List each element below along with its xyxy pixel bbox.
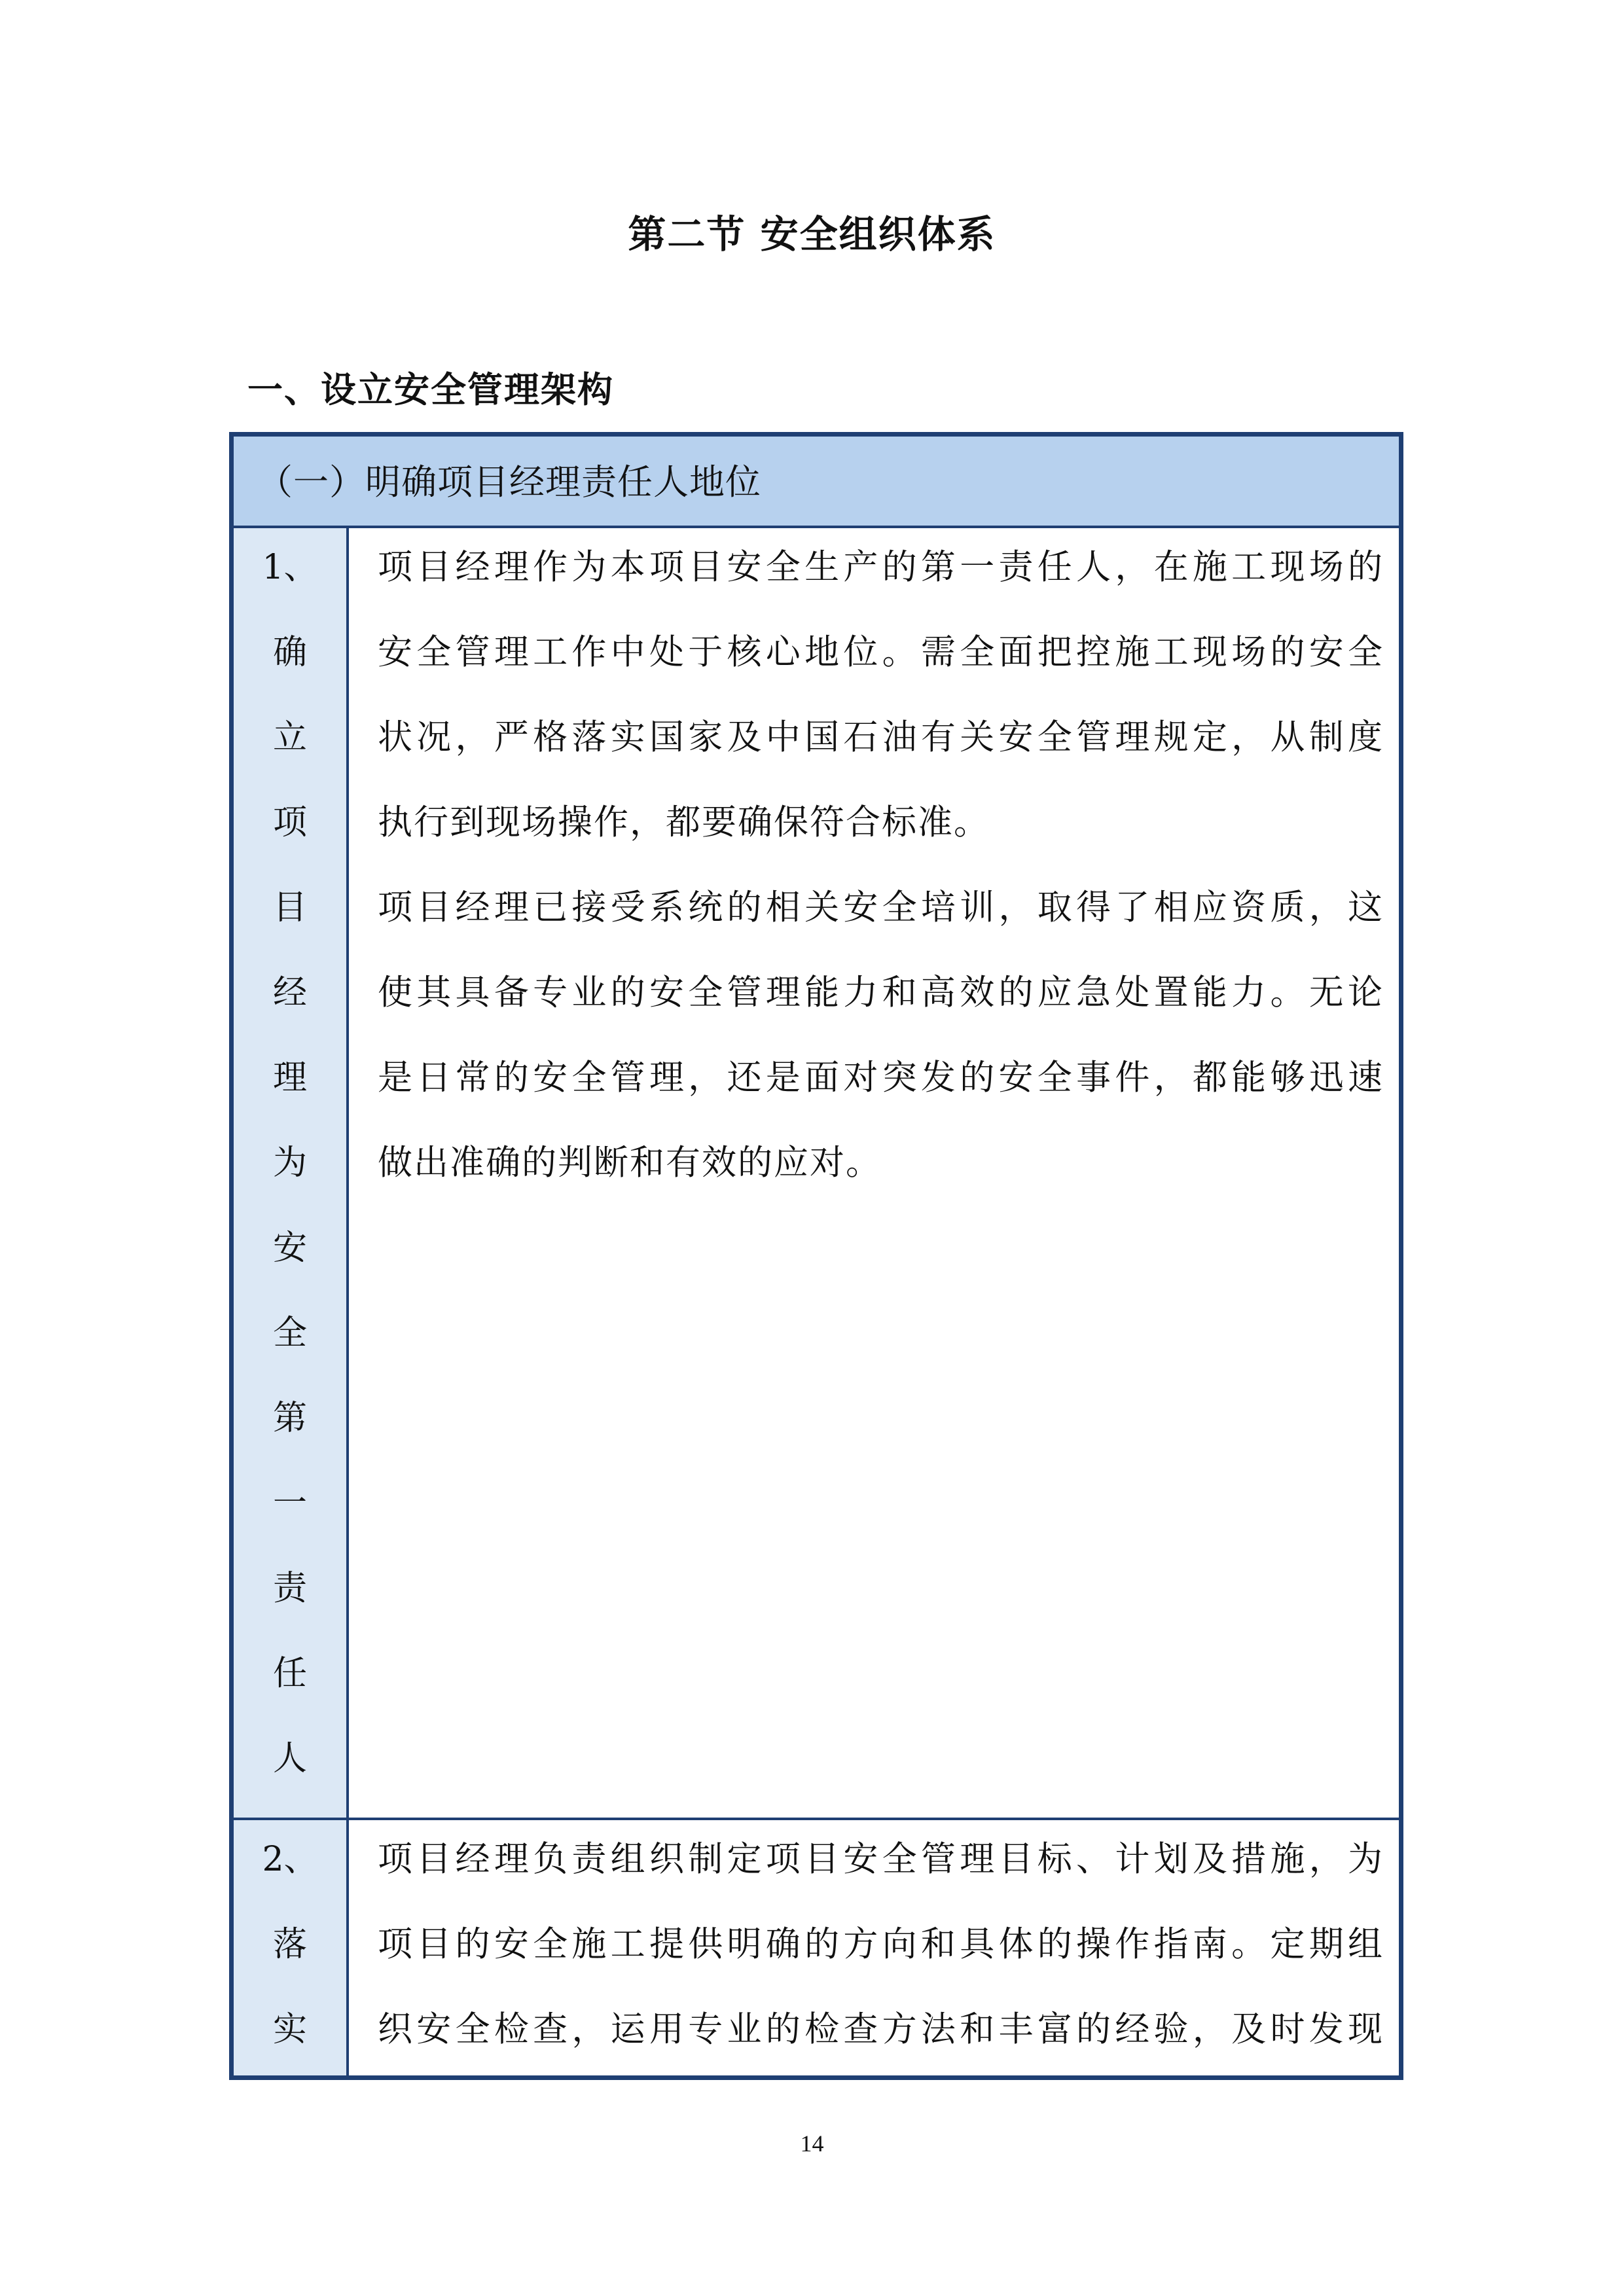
row-label-char: 人 — [272, 1739, 307, 1778]
row-label-char: 确 — [272, 633, 307, 672]
table-row — [234, 1820, 1399, 2080]
row-label-char: 实 — [272, 2010, 307, 2049]
row-label-cell — [234, 1820, 349, 2080]
page-number: 14 — [800, 2130, 824, 2157]
text-line: 安全管理工作中处于核心地位。需全面把控施工现场的安全 — [378, 632, 1384, 672]
row-label-char: 落 — [272, 1925, 307, 1964]
responsibility-table — [229, 432, 1403, 2080]
text-line: 使其具备专业的安全管理能力和高效的应急处置能力。无论 — [378, 973, 1384, 1013]
page-title: 第二节 安全组织体系 — [628, 212, 996, 257]
row-label-char: 2、 — [262, 1840, 318, 1879]
row-label-char: 目 — [272, 888, 307, 927]
table-row — [234, 528, 1399, 1820]
row-label-char: 1、 — [262, 548, 318, 587]
text-line: 项目经理负责组织制定项目安全管理目标、计划及措施，为 — [378, 1839, 1384, 1879]
text-line: 项目经理已接受系统的相关安全培训，取得了相应资质，这 — [378, 888, 1384, 927]
row-label-char: 经 — [272, 973, 307, 1013]
text-line: 状况，严格落实国家及中国石油有关安全管理规定，从制度 — [378, 717, 1384, 757]
paragraph — [349, 1820, 1403, 2075]
text-line: 执行到现场操作，都要确保符合标准。 — [378, 802, 990, 842]
row-label-cell — [234, 528, 349, 1818]
section-heading: 一、设立安全管理架构 — [247, 368, 614, 410]
text-line: 项目经理作为本项目安全生产的第一责任人，在施工现场的 — [378, 547, 1384, 587]
row-label-char: 安 — [272, 1229, 307, 1268]
paragraph — [349, 869, 1403, 1209]
row-label-char: 为 — [272, 1143, 307, 1183]
row-label-char: 项 — [272, 803, 307, 842]
row-label-char: 一 — [272, 1484, 307, 1523]
text-line: 做出准确的判断和有效的应对。 — [378, 1143, 882, 1183]
table-header-text: （一）明确项目经理责任人地位 — [257, 461, 761, 503]
row-label-char: 任 — [272, 1654, 307, 1693]
row-label-char: 全 — [272, 1314, 307, 1353]
row-content-cell — [349, 528, 1399, 1818]
paragraph — [349, 528, 1403, 869]
text-line: 项目的安全施工提供明确的方向和具体的操作指南。定期组 — [378, 1924, 1384, 1964]
row-label-char: 责 — [272, 1569, 307, 1608]
row-content-cell — [349, 1820, 1399, 2080]
text-line: 织安全检查，运用专业的检查方法和丰富的经验，及时发现 — [378, 2009, 1384, 2049]
text-line: 是日常的安全管理，还是面对突发的安全事件，都能够迅速 — [378, 1058, 1384, 1098]
row-label-char: 第 — [272, 1399, 307, 1438]
row-label-char: 理 — [272, 1058, 307, 1098]
table-header-row — [234, 437, 1399, 528]
row-label-char: 立 — [272, 718, 307, 757]
